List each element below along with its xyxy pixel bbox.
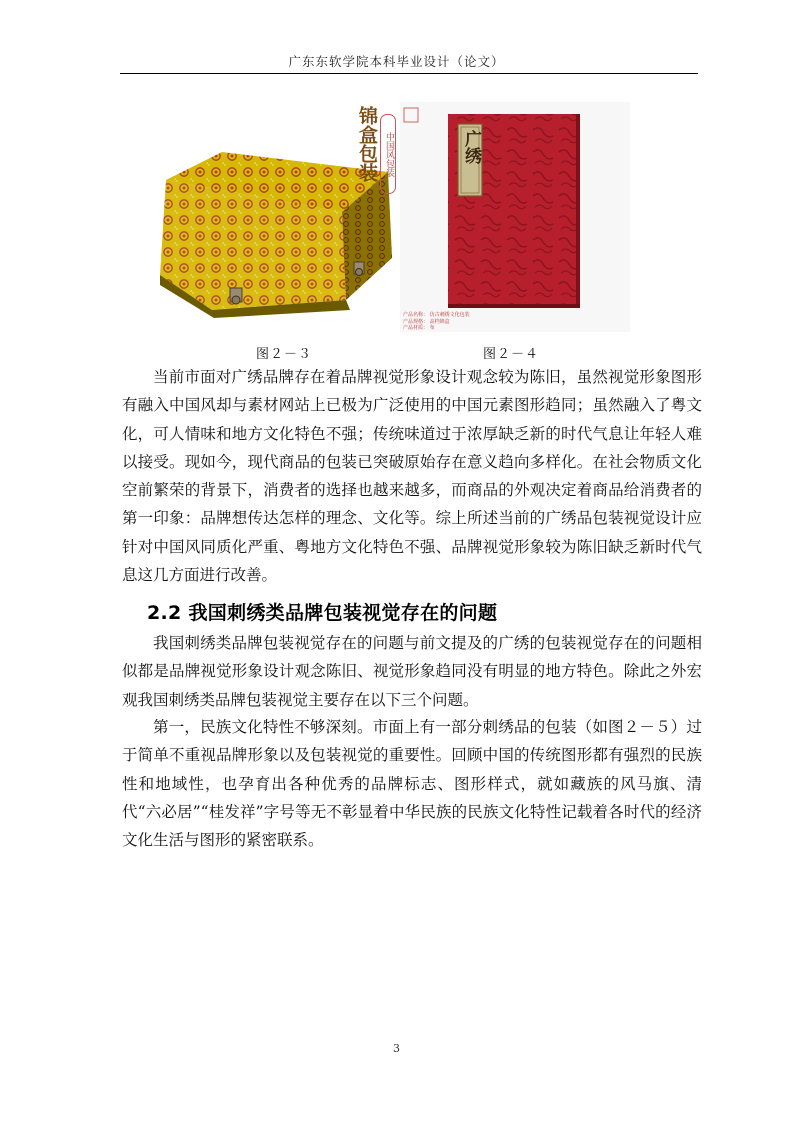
label-row: 产品材质： 布 xyxy=(403,325,435,331)
figure-caption: 图２－３ xyxy=(256,347,313,362)
figure-side-label: 锦盒包装 xyxy=(356,106,378,182)
latch-icon xyxy=(230,288,242,304)
body-paragraph: 第一，民族文化特性不够深刻。市面上有一部分刺绣品的包装（如图２－５）过于简单不重视品牌形象以及包装视觉的重要性。回顾中国的传统图形都有强烈的民族性和地域性，也孕育出各种优秀的品牌标志、图形样式，就如藏族的风马旗、清代“六必居”“桂发祥”字号等无不彰显着中华民族的民族文化特性记载着各时代的经济文化生活与图形的紧密联系。 xyxy=(122,718,702,850)
header-rule xyxy=(120,73,698,74)
red-box-image xyxy=(400,102,630,332)
body-paragraph: 当前市面对广绣品牌存在着品牌视觉形象设计观念较为陈旧，虽然视觉形象图形有融入中国风却与素材网站上已极为广泛使用的中国元素图形趋同；虽然融入了粤文化，可人情味和地方文化特色不强；传统味道过于浓厚缺乏新的时代气息让年轻人难以接受。现如今，现代商品的包装已突破原始存在意义趋向多样化。在社会物质文化空前繁荣的背景下，消费者的选择也越来越多，而商品的外观决定着商品给消费者的第一印象：品牌想传达怎样的理念、文化等。综上所述当前的广绣品包装视觉设计应针对中国风同质化严重、粤地方文化特色不强、品牌视觉形象较为陈旧缺乏新时代气息这几方面进行改善。 xyxy=(122,368,702,585)
product-label-table xyxy=(403,312,493,332)
figure-2-4-red-box xyxy=(400,102,630,332)
cover-title: 广绣 xyxy=(461,130,481,164)
page-header: 广东东软学院本科毕业设计（论文） xyxy=(288,54,505,69)
label-row: 产品规格： 高档锦盒 xyxy=(403,318,450,325)
figure-stamp: 中国风包装 xyxy=(380,114,396,194)
label-row: 产品名称： 仿古刺绣文化包装 xyxy=(403,312,470,318)
latch-icon xyxy=(354,262,364,276)
section-heading: 2.2 我国刺绣类品牌包装视觉存在的问题 xyxy=(147,602,498,624)
body-paragraph: 我国刺绣类品牌包装视觉存在的问题与前文提及的广绣的包装视觉存在的问题相似都是品牌视觉形象设计观念陈旧、视觉形象趋同没有明显的地方特色。除此之外宏观我国刺绣类品牌包装视觉主要存在以下三个问题。 xyxy=(122,634,702,709)
page-number: 3 xyxy=(393,1042,400,1055)
figure-caption: 图２－４ xyxy=(483,347,540,362)
figure-2-3-brocade-box xyxy=(160,100,395,322)
